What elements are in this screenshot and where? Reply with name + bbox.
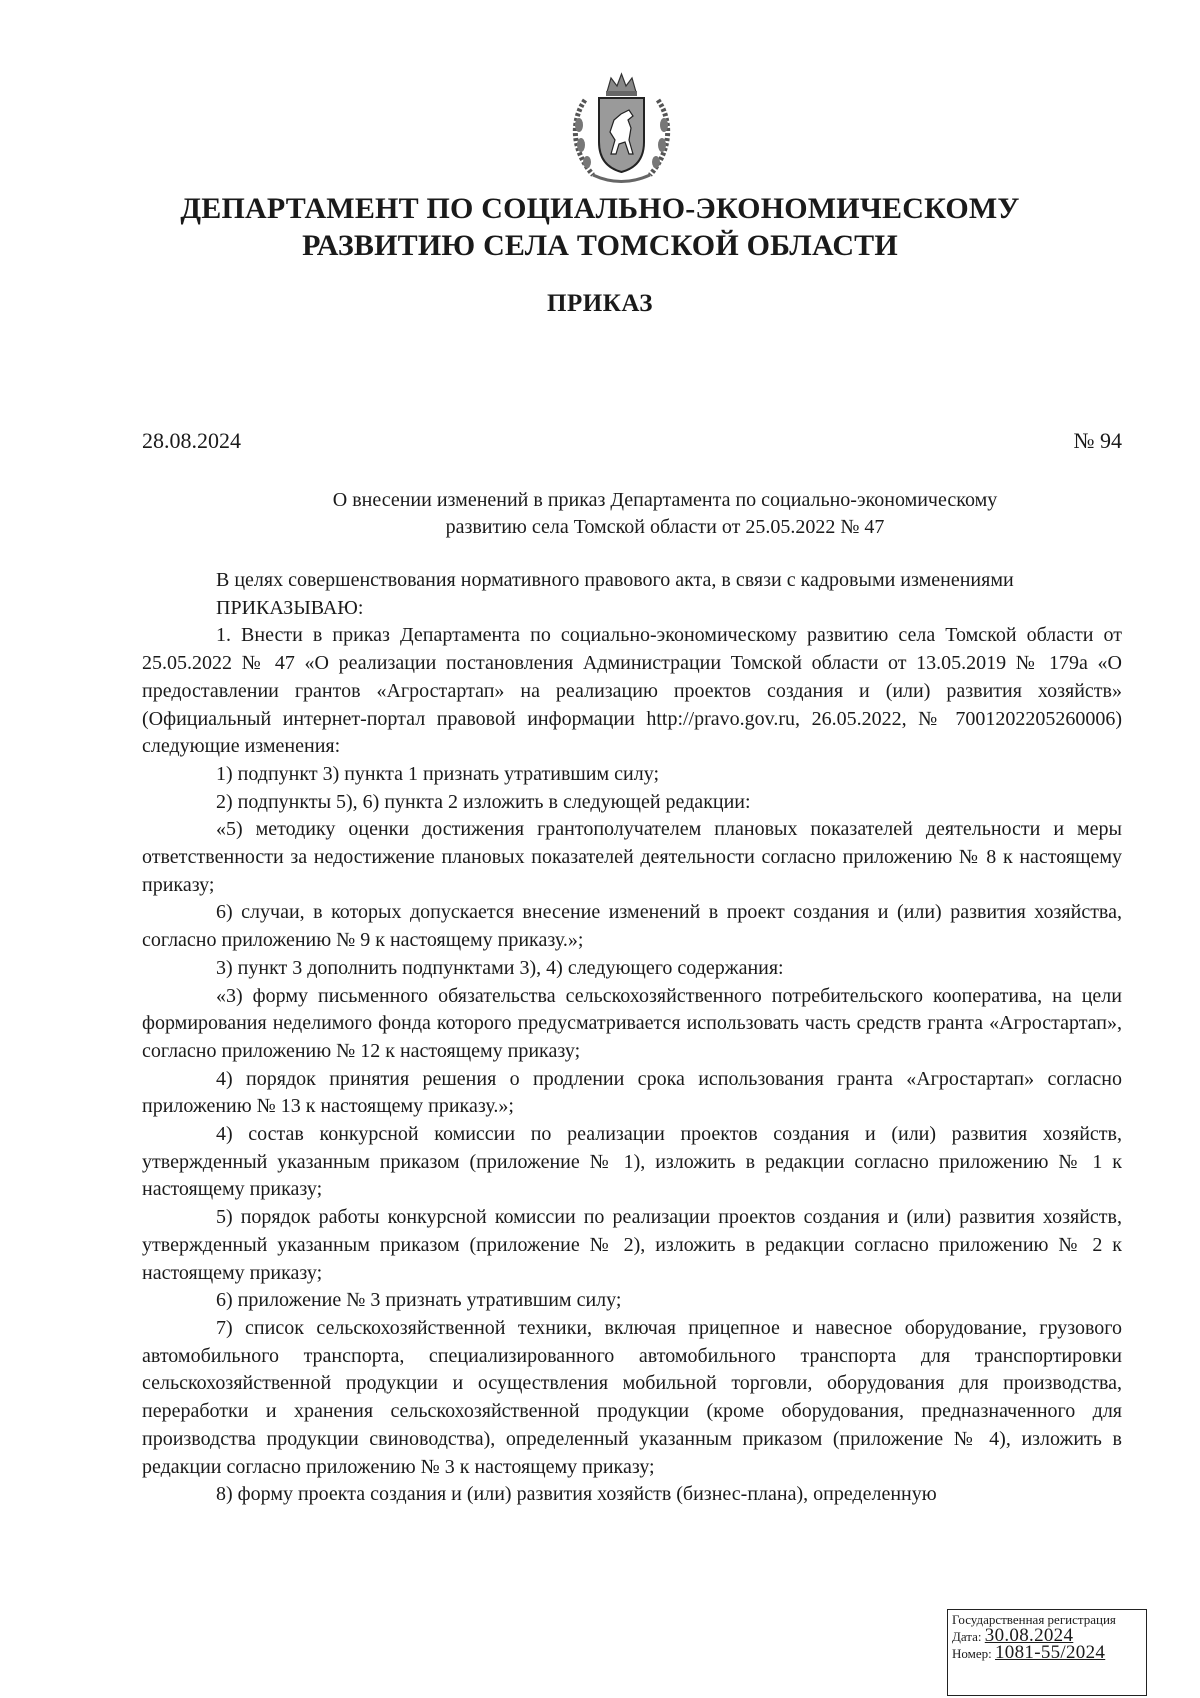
document-type: ПРИКАЗ — [547, 290, 653, 317]
body-paragraph: 6) случаи, в которых допускается внесение изменений в проект создания и (или) развития хозяйства, согласно приложению № 9 к настоящему приказу.»; — [142, 901, 1122, 952]
body-paragraph: 6) приложение № 3 признать утратившим силу; — [216, 1289, 622, 1312]
registration-number-row — [952, 1642, 1142, 1663]
body-paragraph: 5) порядок работы конкурсной комиссии по реализации проектов создания и (или) развития хозяйств, утвержденный указанным приказом (приложение № 2), изложить в редакции согласно приложению № 2 к настоящему приказу; — [142, 1206, 1122, 1284]
document-date: 28.08.2024 — [142, 428, 241, 453]
body-paragraph: 1. Внести в приказ Департамента по социально-экономическому развитию села Томской области от 25.05.2022 № 47 «О реализации постановления Администрации Томской области от 13.05.2019 № 179а «О предоставлении грантов «Агростартап» на реализацию проектов создания и (или) развития хозяйств» (Официальный интернет-портал правовой информации http://pravo.gov.ru, 26.05.2022, № 7001202205260006) следующие изменения: — [142, 624, 1122, 758]
organization-name-line-1: ДЕПАРТАМЕНТ ПО СОЦИАЛЬНО-ЭКОНОМИЧЕСКОМУ — [180, 192, 1020, 225]
document-body — [142, 567, 1122, 1509]
registration-date-value: 30.08.2024 — [984, 1625, 1074, 1646]
body-paragraph: 8) форму проекта создания и (или) развития хозяйств (бизнес-плана), определенную — [216, 1483, 937, 1506]
registration-number-value: 1081-55/2024 — [995, 1642, 1106, 1663]
document-subject — [240, 487, 1090, 541]
tomsk-oblast-coat-of-arms-icon — [563, 70, 680, 185]
body-paragraph: 1) подпункт 3) пункта 1 признать утратившим силу; — [216, 762, 660, 785]
registration-date-label: Дата: — [952, 1629, 982, 1644]
body-paragraph: 4) состав конкурсной комиссии по реализации проектов создания и (или) развития хозяйств, утвержденный указанным приказом (приложение № 1), изложить в редакции согласно приложению № 1 к настоящему приказу; — [142, 1123, 1122, 1201]
body-paragraph: 2) подпункты 5), 6) пункта 2 изложить в следующей редакции: — [216, 790, 751, 813]
organization-name-line-2: РАЗВИТИЮ СЕЛА ТОМСКОЙ ОБЛАСТИ — [302, 229, 898, 262]
body-paragraph: 7) список сельскохозяйственной техники, включая прицепное и навесное оборудование, грузового автомобильного транспорта, специализированного автомобильного транспорта для транспортировки сельскохозяйственной продукции и осуществления мобильной торговли, оборудования для производства, переработки и хранения сельскохозяйственной продукции (кроме оборудования, предназначенного для производства продукции свиноводства), определенный указанным приказом (приложение № 4), изложить в редакции согласно приложению № 3 к настоящему приказу; — [142, 1316, 1122, 1478]
subject-line-1: О внесении изменений в приказ Департамента по социально-экономическому — [332, 489, 998, 511]
body-paragraph: «3) форму письменного обязательства сельскохозяйственного потребительского кооператива, на цели формирования неделимого фонда которого предусматривается использовать часть средств гранта «Агростартап», согласно приложению № 12 к настоящему приказу; — [142, 984, 1122, 1062]
body-paragraph: «5) методику оценки достижения грантополучателем плановых показателей деятельности и меры ответственности за недостижение плановых показателей деятельности согласно приложению № 8 к настоящему приказу; — [142, 818, 1122, 896]
body-paragraph: 4) порядок принятия решения о продлении срока использования гранта «Агростартап» согласно приложению № 13 к настоящему приказу.»; — [142, 1067, 1122, 1118]
document-number: № 94 — [1073, 428, 1122, 453]
registration-title: Государственная регистрация — [952, 1612, 1116, 1627]
registration-number-label: Номер: — [952, 1646, 992, 1661]
subject-line-2: развитию села Томской области от 25.05.2022 № 47 — [445, 516, 885, 538]
body-paragraph: 3) пункт 3 дополнить подпунктами 3), 4) следующего содержания: — [216, 956, 784, 979]
registration-stamp — [947, 1609, 1147, 1696]
order-directive: ПРИКАЗЫВАЮ: — [216, 596, 364, 619]
body-paragraph: В целях совершенствования нормативного правового акта, в связи с кадровыми изменениями — [216, 569, 1014, 591]
